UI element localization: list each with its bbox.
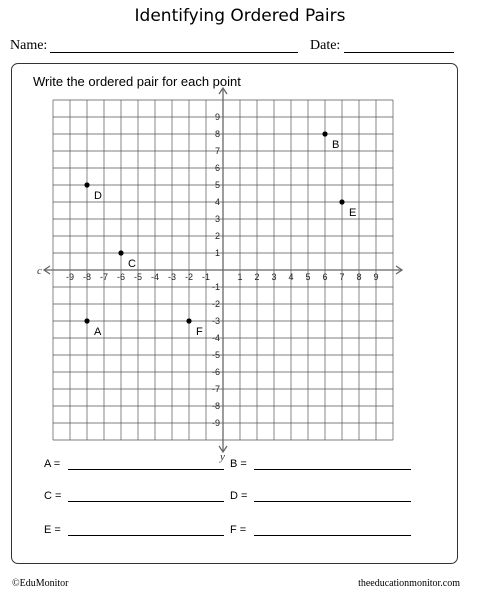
answer-label-c: C = [44,490,62,502]
y-tick-label: 7 [214,146,220,156]
x-tick-label: -2 [184,272,194,282]
answer-field-e[interactable] [68,525,224,536]
x-tick-label: 5 [305,272,311,282]
point-label-b: B [332,139,340,151]
answer-field-d[interactable] [254,491,411,502]
answer-field-c[interactable] [68,491,224,502]
y-tick-label: -5 [211,350,220,360]
answer-label-b: B = [230,458,247,470]
x-tick-label: 1 [237,272,243,282]
answer-label-d: D = [230,490,248,502]
name-label: Name: [10,38,48,53]
x-tick-label: 9 [373,272,379,282]
y-tick-label: -8 [211,401,220,411]
point-a [84,318,89,323]
y-tick-label: -7 [211,384,220,394]
x-tick-label: -8 [82,272,92,282]
y-tick-label: 3 [214,214,220,224]
point-e [339,199,344,204]
answer-field-a[interactable] [68,459,224,470]
x-tick-label: 2 [254,272,260,282]
answer-label-e: E = [44,524,61,536]
y-tick-label: 6 [214,163,220,173]
axes [44,88,402,452]
x-tick-label: -5 [133,272,143,282]
x-tick-label: 3 [271,272,277,282]
answer-label-f: F = [230,524,247,536]
point-label-f: F [196,326,203,338]
y-tick-label: -3 [211,316,220,326]
x-tick-label: -4 [150,272,160,282]
point-d [84,182,89,187]
y-tick-label: 9 [214,112,220,122]
y-tick-label: 4 [214,197,220,207]
x-tick-label: -9 [65,272,75,282]
point-label-d: D [94,190,102,202]
y-axis-letter: y [220,451,225,463]
point-label-a: A [94,326,102,338]
copyright: ©EduMonitor [12,578,69,589]
point-c [118,250,123,255]
x-tick-label: -7 [99,272,109,282]
point-label-e: E [349,207,357,219]
y-tick-label: 1 [214,248,220,258]
x-axis-letter: c [37,265,42,277]
point-f [186,318,191,323]
y-tick-label: 2 [214,231,220,241]
website: theeducationmonitor.com [358,578,460,589]
points [84,131,356,338]
x-tick-label: -1 [201,272,211,282]
tick-labels [37,112,379,463]
x-tick-label: 4 [288,272,294,282]
point-label-c: C [128,258,136,270]
x-tick-label: -6 [116,272,126,282]
answer-field-f[interactable] [254,525,411,536]
answer-field-b[interactable] [254,459,411,470]
page-title: Identifying Ordered Pairs [134,6,346,26]
y-tick-label: 8 [214,129,220,139]
x-tick-label: 8 [356,272,362,282]
instructions: Write the ordered pair for each point [33,74,241,89]
y-tick-label: -6 [211,367,220,377]
point-b [322,131,327,136]
y-tick-label: -1 [211,282,220,292]
y-tick-label: 5 [214,180,220,190]
x-tick-label: 7 [339,272,345,282]
x-tick-label: -3 [167,272,177,282]
y-tick-label: -2 [211,299,220,309]
y-tick-label: -9 [211,418,220,428]
x-tick-label: 6 [322,272,328,282]
y-tick-label: -4 [211,333,220,343]
answer-label-a: A = [44,458,61,470]
date-label: Date: [310,38,341,53]
